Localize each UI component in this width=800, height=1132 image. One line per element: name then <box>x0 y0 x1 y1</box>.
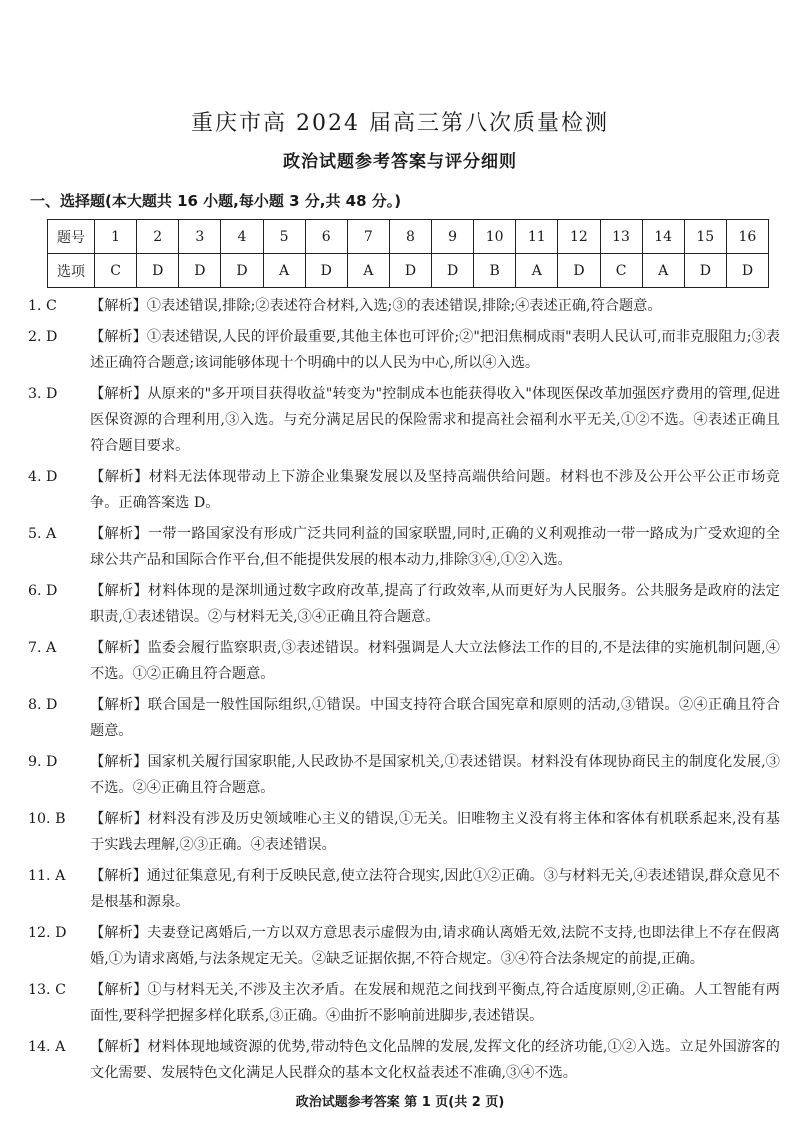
explanation-item <box>28 749 780 801</box>
explanation-item <box>28 521 780 573</box>
question-number: 13 <box>600 220 642 254</box>
question-number: 6 <box>305 220 347 254</box>
answer-option: D <box>558 254 600 288</box>
item-text: 【解析】联合国是一般性国际组织,①错误。中国支持符合联合国宪章和原则的活动,③错误。②④正确且符合题意。 <box>90 697 780 739</box>
explanation-item <box>28 293 780 319</box>
explanation-item <box>28 635 780 687</box>
explanation-item <box>28 806 780 858</box>
document-title: 重庆市高 2024 届高三第八次质量检测 <box>191 111 609 136</box>
explanation-item <box>28 977 780 1029</box>
row-label-option: 选项 <box>48 254 95 288</box>
explanation-list <box>28 293 780 1091</box>
item-text: 【解析】材料体现地域资源的优势,带动特色文化品牌的发展,发挥文化的经济功能,①②入选。立足外国游客的文化需要、发展特色文化满足人民群众的基本文化权益表述不准确,③④不选。 <box>90 1039 780 1081</box>
question-number: 10 <box>474 220 516 254</box>
explanation-item <box>28 1034 780 1086</box>
answer-option: D <box>684 254 726 288</box>
question-number: 12 <box>558 220 600 254</box>
answer-table <box>47 219 769 288</box>
document-subtitle: 政治试题参考答案与评分细则 <box>283 152 517 172</box>
item-number: 5. A <box>28 526 57 542</box>
answer-option: C <box>600 254 642 288</box>
explanation-item <box>28 578 780 630</box>
answer-option: A <box>516 254 558 288</box>
question-number: 4 <box>221 220 263 254</box>
answer-option: D <box>179 254 221 288</box>
question-number: 11 <box>516 220 558 254</box>
item-text: 【解析】材料体现的是深圳通过数字政府改革,提高了行政效率,从而更好为人民服务。公共服务是政府的法定职责,①表述错误。②与材料无关,③④正确且符合题意。 <box>90 583 780 625</box>
question-number: 2 <box>137 220 179 254</box>
item-number: 10. B <box>28 811 66 827</box>
question-number: 3 <box>179 220 221 254</box>
item-number: 14. A <box>28 1039 66 1055</box>
item-text: 【解析】①表述错误,排除;②表述符合材料,入选;③的表述错误,排除;④表述正确,符合题意。 <box>90 298 662 314</box>
page-footer: 政治试题参考答案 第 1 页(共 2 页) <box>295 1095 505 1110</box>
item-number: 7. A <box>28 640 57 656</box>
item-number: 3. D <box>28 386 58 402</box>
section-heading: 一、选择题(本大题共 16 小题,每小题 3 分,共 48 分。) <box>30 192 402 210</box>
item-text: 【解析】夫妻登记离婚后,一方以双方意思表示虚假为由,请求确认离婚无效,法院不支持,也即法律上不存在假离婚,①为请求离婚,与法条规定无关。②缺乏证据依据,不符合规定。③④符合法条规定的前提,正确。 <box>90 925 780 967</box>
explanation-item <box>28 920 780 972</box>
explanation-item <box>28 863 780 915</box>
answer-option: D <box>726 254 768 288</box>
explanation-item <box>28 324 780 376</box>
answer-option: D <box>389 254 431 288</box>
answer-option: D <box>137 254 179 288</box>
answer-option: D <box>432 254 474 288</box>
question-number: 1 <box>95 220 137 254</box>
item-text: 【解析】①表述错误,人民的评价最重要,其他主体也可评价;②"把汨焦桐成雨"表明人民认可,而非克服阻力;③表述正确符合题意;该词能够体现十个明确中的以人民为中心,所以④入选。 <box>90 329 780 371</box>
explanation-item <box>28 692 780 744</box>
item-text: 【解析】国家机关履行国家职能,人民政协不是国家机关,①表述错误。材料没有体现协商民主的制度化发展,③不选。②④正确且符合题意。 <box>90 754 780 796</box>
answer-table-number-row <box>48 220 769 254</box>
item-number: 12. D <box>28 925 67 941</box>
answer-option: D <box>221 254 263 288</box>
question-number: 9 <box>432 220 474 254</box>
item-number: 4. D <box>28 469 58 485</box>
question-number: 8 <box>389 220 431 254</box>
answer-option: C <box>95 254 137 288</box>
answer-option: A <box>642 254 684 288</box>
item-text: 【解析】材料无法体现带动上下游企业集聚发展以及坚持高端供给问题。材料也不涉及公开公平公正市场竞争。正确答案选 D。 <box>90 469 780 511</box>
question-number: 5 <box>263 220 305 254</box>
question-number: 14 <box>642 220 684 254</box>
item-text: 【解析】从原来的"多开项目获得收益"转变为"控制成本也能获得收入"体现医保改革加强医疗费用的管理,促进医保资源的合理利用,③入选。与充分满足居民的保险需求和提高社会福利水平无关,①②不选。④表述正确且符合题目要求。 <box>90 386 780 454</box>
item-text: 【解析】①与材料无关,不涉及主次矛盾。在发展和规范之间找到平衡点,符合适度原则,②正确。人工智能有两面性,要科学把握多样化联系,③正确。④曲折不影响前进脚步,表述错误。 <box>90 982 780 1024</box>
explanation-item <box>28 464 780 516</box>
item-number: 6. D <box>28 583 58 599</box>
item-number: 8. D <box>28 697 58 713</box>
item-number: 13. C <box>28 982 66 998</box>
answer-option: A <box>263 254 305 288</box>
item-number: 9. D <box>28 754 58 770</box>
answer-option: B <box>474 254 516 288</box>
item-text: 【解析】一带一路国家没有形成广泛共同利益的国家联盟,同时,正确的义利观推动一带一路成为广受欢迎的全球公共产品和国际合作平台,但不能提供发展的根本动力,排除③④,①②入选。 <box>90 526 780 568</box>
question-number: 16 <box>726 220 768 254</box>
question-number: 7 <box>347 220 389 254</box>
item-number: 2. D <box>28 329 58 345</box>
answer-option: D <box>305 254 347 288</box>
item-number: 1. C <box>28 298 57 314</box>
answer-option: A <box>347 254 389 288</box>
item-text: 【解析】通过征集意见,有利于反映民意,使立法符合现实,因此①②正确。③与材料无关,④表述错误,群众意见不是根基和源泉。 <box>90 868 780 910</box>
item-text: 【解析】监委会履行监察职责,③表述错误。材料强调是人大立法修法工作的目的,不是法律的实施机制问题,④不选。①②正确且符合题意。 <box>90 640 780 682</box>
row-label-number: 题号 <box>48 220 95 254</box>
question-number: 15 <box>684 220 726 254</box>
item-text: 【解析】材料没有涉及历史领域唯心主义的错误,①无关。旧唯物主义没有将主体和客体有机联系起来,没有基于实践去理解,②③正确。④表述错误。 <box>90 811 780 853</box>
explanation-item <box>28 381 780 459</box>
item-number: 11. A <box>28 868 66 884</box>
answer-table-option-row <box>48 254 769 288</box>
